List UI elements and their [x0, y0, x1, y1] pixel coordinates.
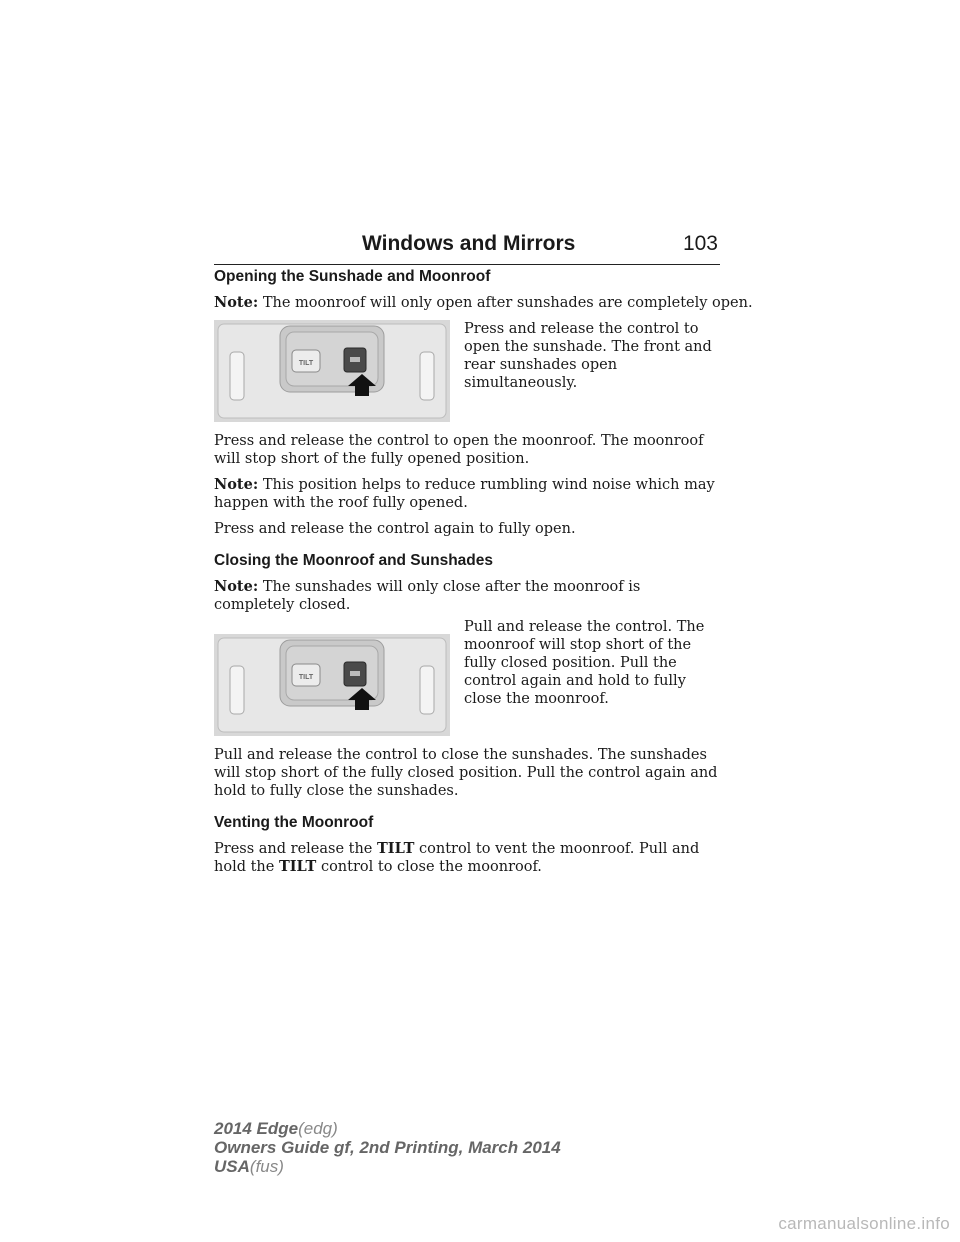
page-number: 103	[682, 232, 718, 255]
footer-model: 2014 Edge	[214, 1119, 299, 1138]
tilt-button-label: TILT	[298, 360, 314, 367]
body-paragraph	[214, 840, 720, 876]
footer-market: USA	[214, 1157, 250, 1176]
overhead-console-illustration	[214, 634, 450, 736]
text-run: control to vent the moonroof. Pull and hold the	[214, 841, 700, 875]
note-text: The sunshades will only close after the moonroof is completely closed.	[214, 579, 641, 613]
figure-caption-close: Pull and release the control. The moonroof will stop short of the fully closed position. Pull the control again and hold to fully close the moonroof.	[464, 619, 705, 707]
watermark: carmanualsonline.info	[778, 1214, 950, 1233]
chapter-title: Windows and Mirrors	[362, 232, 576, 255]
note-paragraph	[214, 294, 753, 312]
footer-model-code: (edg)	[298, 1119, 338, 1138]
section-heading-venting: Venting the Moonroof	[214, 814, 374, 831]
section-heading-opening: Opening the Sunshade and Moonroof	[214, 268, 491, 285]
figure-caption-open: Press and release the control to open the sunshade. The front and rear sunshades open simultaneously.	[464, 321, 712, 391]
note-paragraph	[214, 476, 720, 512]
note-paragraph	[214, 578, 720, 614]
footer-market-code: (fus)	[249, 1157, 284, 1176]
overhead-console-illustration	[214, 320, 450, 422]
tilt-button-label: TILT	[298, 674, 314, 681]
page-content	[214, 268, 753, 884]
text-run: control to close the moonroof.	[316, 859, 542, 875]
section-heading-closing: Closing the Moonroof and Sunshades	[214, 552, 493, 569]
footer-line-3	[214, 1157, 561, 1176]
note-label: Note:	[214, 476, 259, 493]
text-run: Press and release the	[214, 841, 377, 857]
tilt-control-name: TILT	[278, 858, 317, 875]
body-paragraph: Press and release the control again to fully open.	[214, 521, 576, 537]
body-paragraph: Pull and release the control to close the sunshades. The sunshades will stop short of the fully closed position. Pull the control again and hold to fully close the sunshades.	[214, 747, 718, 799]
figure-row-open	[214, 320, 720, 422]
body-paragraph: Press and release the control to open the moonroof. The moonroof will stop short of the fully opened position.	[214, 433, 704, 467]
note-text: The moonroof will only open after sunshades are completely open.	[262, 295, 753, 311]
page-footer	[214, 1119, 561, 1176]
page-header	[214, 228, 720, 265]
footer-line-1	[214, 1119, 561, 1138]
tilt-control-name: TILT	[377, 840, 415, 857]
note-label: Note:	[214, 294, 259, 311]
figure-row-close	[214, 618, 720, 736]
note-text: This position helps to reduce rumbling wind noise which may happen with the roof fully opened.	[214, 477, 715, 511]
footer-line-2: Owners Guide gf, 2nd Printing, March 2014	[214, 1138, 561, 1157]
note-label: Note:	[214, 578, 259, 595]
